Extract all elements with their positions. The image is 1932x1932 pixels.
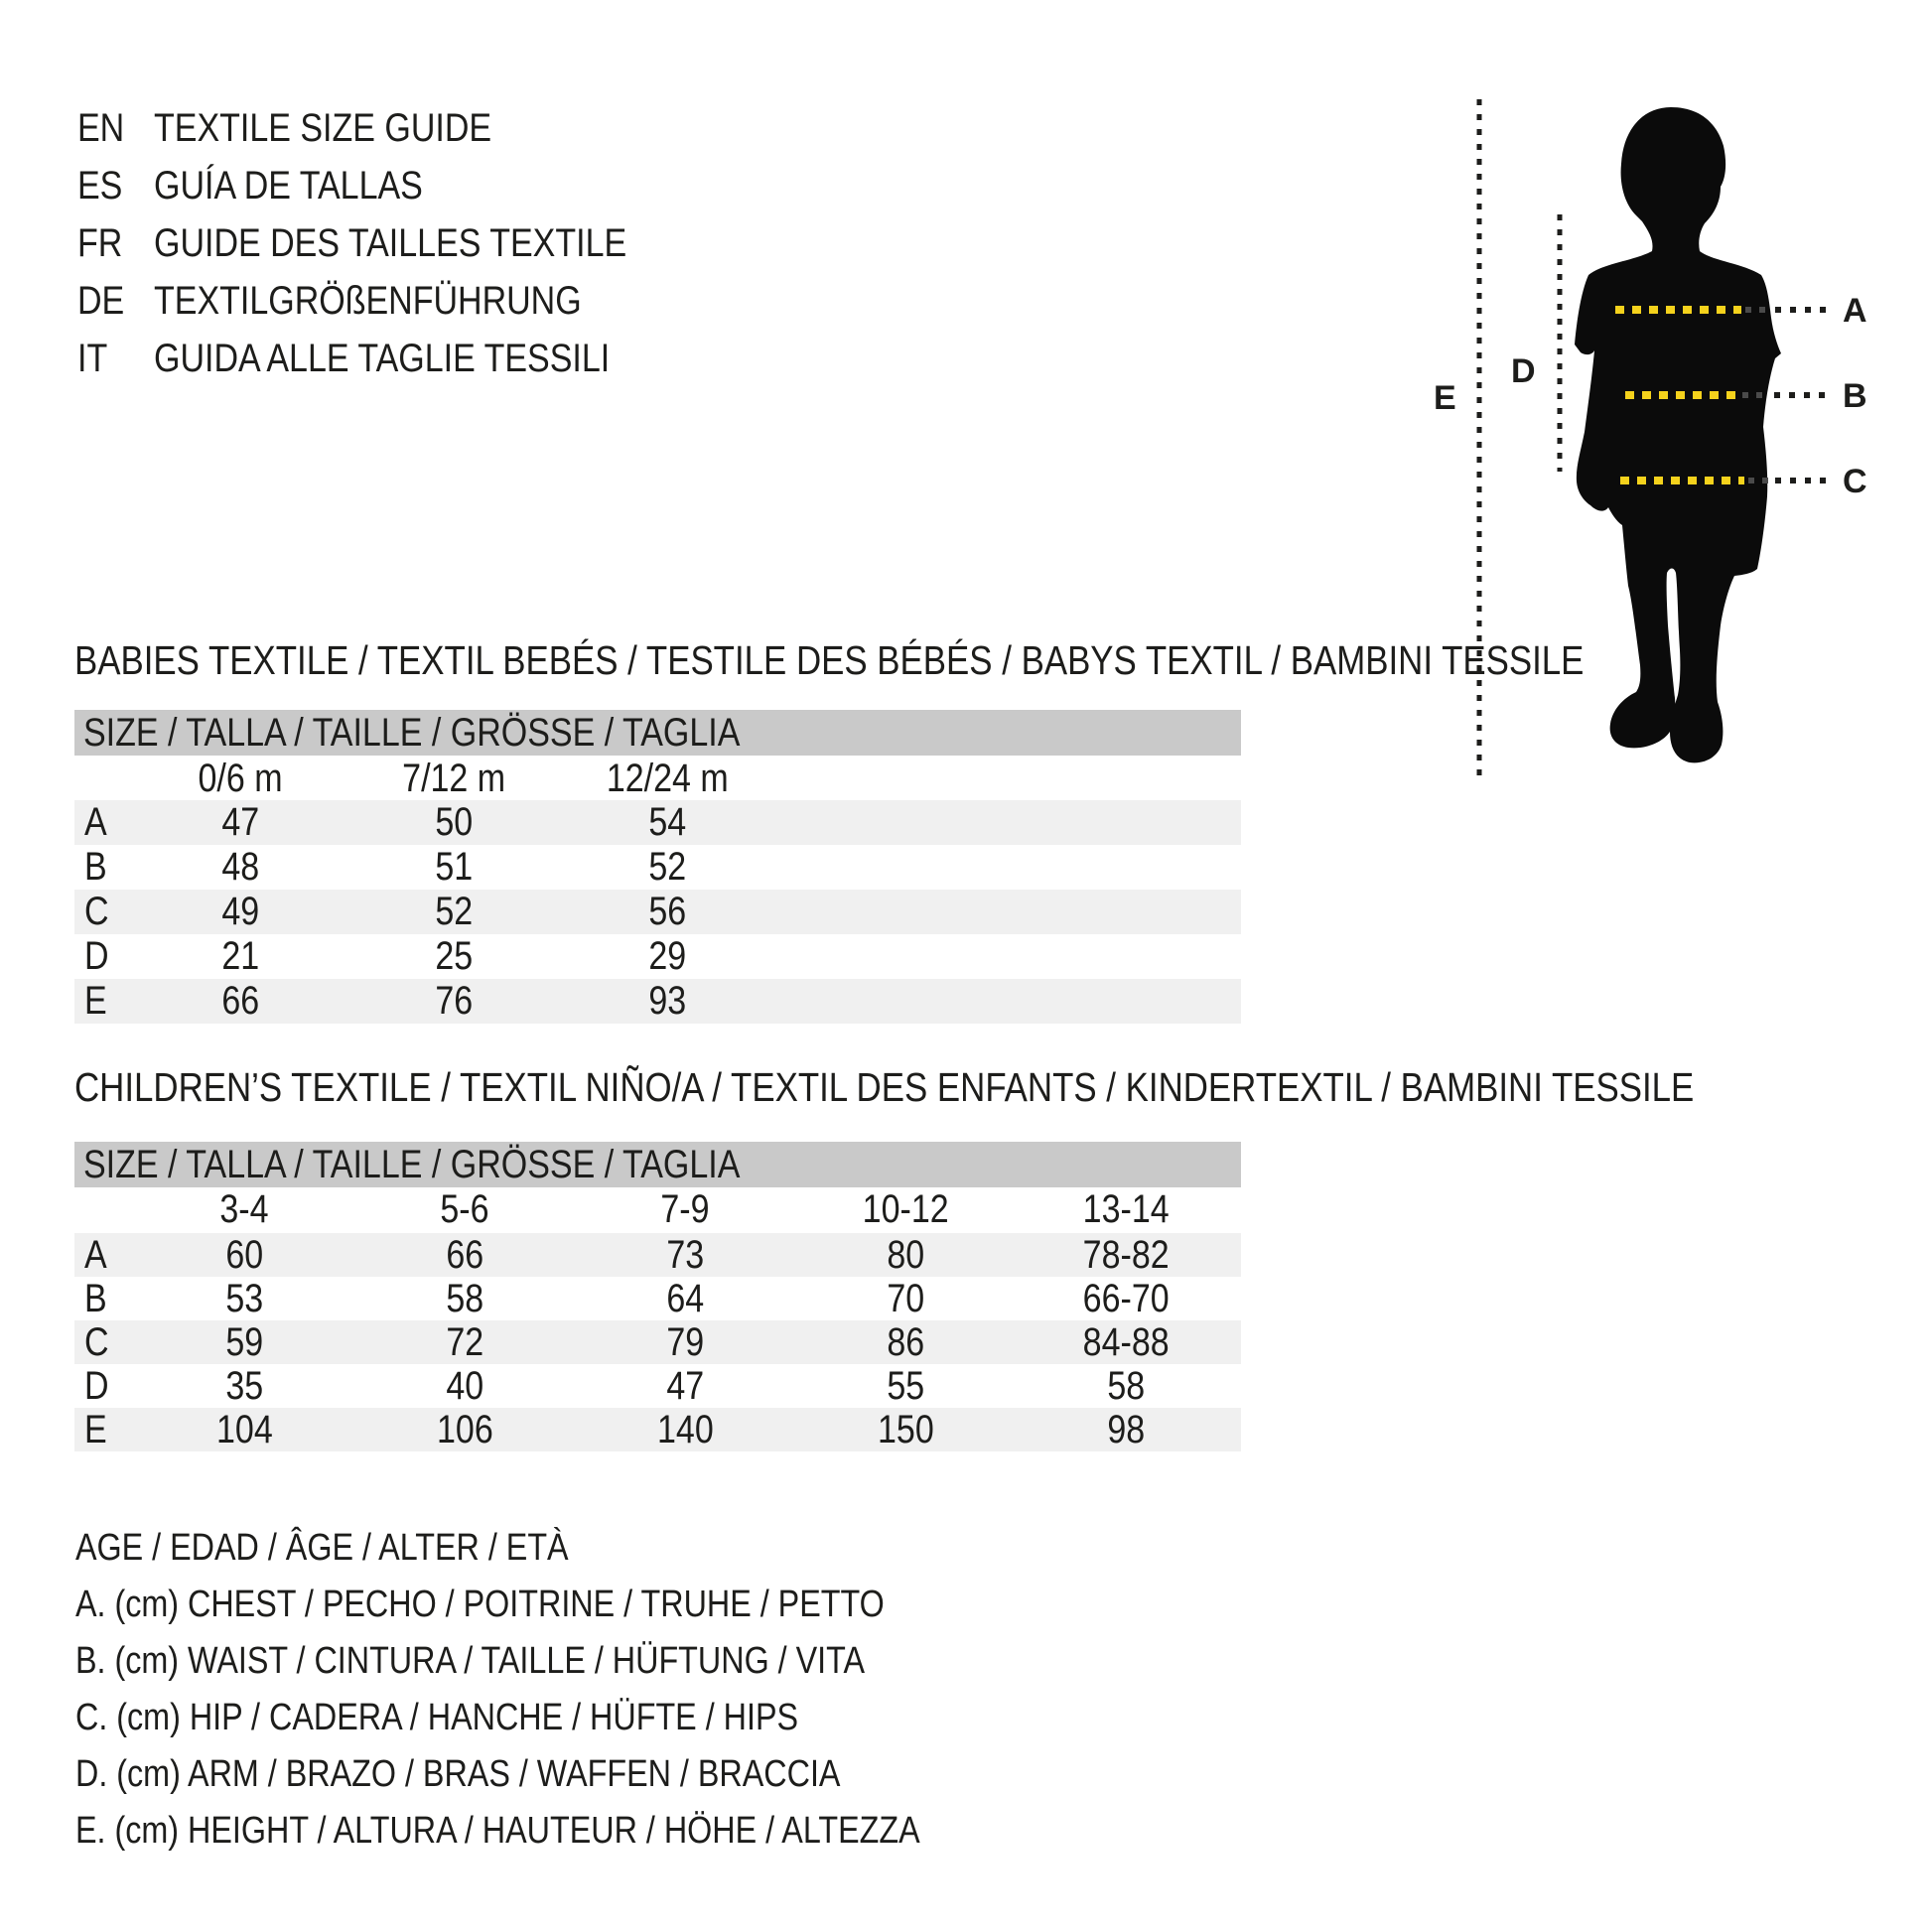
babies-table-row-c: C 49 52 56 — [74, 890, 1241, 934]
children-table-row-c: C 59 72 79 86 84-88 — [74, 1320, 1241, 1364]
lang-label-de: TEXTILGRÖßENFÜHRUNG — [154, 279, 582, 323]
lang-label-it: GUIDA ALLE TAGLIE TESSILI — [154, 337, 611, 380]
lang-code-es: ES — [77, 164, 123, 207]
legend-waist-line: B. (cm) WAIST / CINTURA / TAILLE / HÜFTUNG / VITA — [75, 1640, 866, 1682]
lang-code-fr: FR — [77, 221, 123, 265]
waist-label-b: B — [1843, 377, 1867, 415]
babies-table-row-a: A 47 50 54 — [74, 800, 1241, 845]
legend-arm-line: D. (cm) ARM / BRAZO / BRAS / WAFFEN / BRACCIA — [75, 1753, 841, 1795]
children-col-13-14: 13-14 — [1082, 1187, 1170, 1231]
babies-table-row-b: B 48 51 52 — [84, 845, 687, 889]
legend-age-line: AGE / EDAD / ÂGE / ALTER / ETÀ — [75, 1527, 569, 1569]
children-col-7-9: 7-9 — [660, 1187, 710, 1231]
lang-label-fr: GUIDE DES TAILLES TEXTILE — [154, 221, 627, 265]
lang-code-de: DE — [77, 279, 125, 323]
children-column-header-row — [74, 1187, 1241, 1231]
lang-code-it: IT — [77, 337, 108, 380]
children-size-header-bar: SIZE / TALLA / TAILLE / GRÖSSE / TAGLIA — [74, 1142, 1241, 1187]
legend-height-line: E. (cm) HEIGHT / ALTURA / HAUTEUR / HÖHE / ALTEZZA — [75, 1810, 920, 1852]
babies-table-row-e: E 66 76 93 — [74, 979, 1241, 1024]
arm-label-d: D — [1511, 352, 1536, 390]
children-col-5-6: 5-6 — [440, 1187, 489, 1231]
babies-col-7-12m: 7/12 m — [402, 757, 506, 800]
chest-label-a: A — [1843, 292, 1867, 330]
child-measurement-figure — [1420, 84, 1916, 794]
hip-label-c: C — [1843, 463, 1867, 500]
babies-col-12-24m: 12/24 m — [607, 757, 729, 800]
children-col-10-12: 10-12 — [862, 1187, 949, 1231]
height-label-e: E — [1434, 379, 1456, 417]
lang-code-en: EN — [77, 106, 125, 150]
children-table-row-d: D 35 40 47 55 58 — [84, 1364, 1145, 1408]
babies-section-title: BABIES TEXTILE / TEXTIL BEBÉS / TESTILE DES BÉBÉS / BABYS TEXTIL / BAMBINI TESSILE — [74, 637, 1585, 683]
children-table-row-b: B 53 58 64 70 66-70 — [84, 1277, 1170, 1320]
children-col-3-4: 3-4 — [219, 1187, 269, 1231]
babies-table-row-d: D 21 25 29 — [84, 934, 687, 978]
children-table-row-a: A 60 66 73 80 78-82 — [74, 1233, 1241, 1277]
legend-chest-line: A. (cm) CHEST / PECHO / POITRINE / TRUHE / PETTO — [75, 1584, 885, 1625]
legend-hip-line: C. (cm) HIP / CADERA / HANCHE / HÜFTE / HIPS — [75, 1697, 799, 1738]
children-table-row-e: E 104 106 140 150 98 — [74, 1408, 1241, 1451]
babies-column-header-row — [74, 757, 1241, 800]
lang-label-en: TEXTILE SIZE GUIDE — [154, 106, 492, 150]
babies-size-header-bar: SIZE / TALLA / TAILLE / GRÖSSE / TAGLIA — [74, 710, 1241, 756]
babies-col-0-6m: 0/6 m — [198, 757, 284, 800]
lang-label-es: GUÍA DE TALLAS — [154, 164, 423, 207]
children-section-title: CHILDREN’S TEXTILE / TEXTIL NIÑO/A / TEXTIL DES ENFANTS / KINDERTEXTIL / BAMBINI TESSILE — [74, 1064, 1695, 1110]
